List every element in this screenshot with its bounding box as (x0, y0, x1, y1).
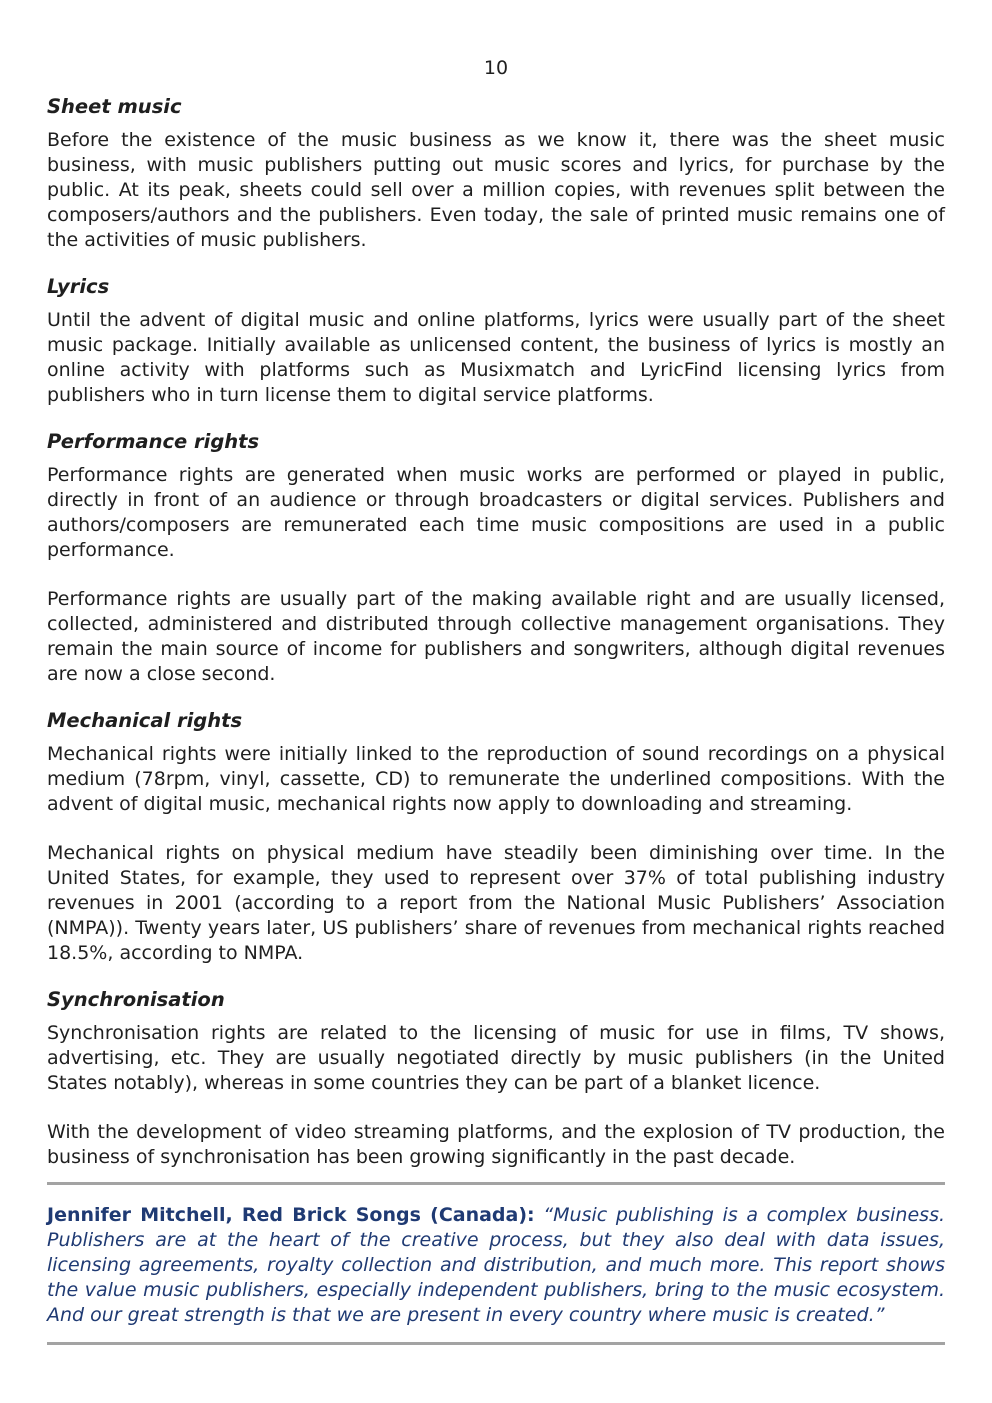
section-lyrics (47, 275, 945, 408)
page-number: 10 (483, 57, 509, 79)
section-heading: Lyrics (47, 275, 110, 298)
paragraph: Performance rights are generated when music works are performed or played in public, directly in front of an audience or through broadcasters or digital services. Publishers and authors/composers are remunerated each time music compositions are used in a public performance. (47, 464, 945, 561)
section-heading: Mechanical rights (47, 709, 243, 732)
section-heading: Synchronisation (47, 988, 225, 1011)
paragraph: Mechanical rights were initially linked to the reproduction of sound recordings on a physical medium (78rpm, vinyl, cassette, CD) to remunerate the underlined compositions. With the advent of digital music, mechanical rights now apply to downloading and streaming. (47, 743, 945, 815)
quote-text: “Music publishing is a complex business. Publishers are at the heart of the creative process, but they also deal with data issues, licensing agreements, royalty collection and distribution, and much more. This report shows the value music publishers, especially independent publishers, bring to the music ecosystem. And our great strength is that we are present in every country where music is created.” (47, 1204, 946, 1326)
quote-author: Jennifer Mitchell, Red Brick Songs (Canada): (47, 1204, 535, 1226)
document-body (47, 95, 945, 1345)
section-heading: Performance rights (47, 430, 260, 453)
testimonial-quote (47, 1203, 945, 1328)
paragraph: Before the existence of the music business as we know it, there was the sheet music business, with music publishers putting out music scores and lyrics, for purchase by the public. At its peak, sheets could sell over a million copies, with revenues split between the composers/authors and the publishers. Even today, the sale of printed music remains one of the activities of music publishers. (47, 129, 945, 251)
section-mechanical-rights (47, 709, 945, 966)
paragraph: With the development of video streaming platforms, and the explosion of TV production, the business of synchronisation has been growing significantly in the past decade. (47, 1121, 945, 1168)
section-sheet-music (47, 95, 945, 253)
section-synchronisation (47, 988, 945, 1170)
paragraph: Until the advent of digital music and online platforms, lyrics were usually part of the sheet music package. Initially available as unlicensed content, the business of lyrics is mostly an online activity with platforms such as Musixmatch and LyricFind licensing lyrics from publishers who in turn license them to digital service platforms. (47, 309, 945, 406)
testimonial-quote-box (47, 1182, 945, 1345)
section-performance-rights (47, 430, 945, 687)
section-heading: Sheet music (47, 95, 182, 118)
paragraph: Synchronisation rights are related to the licensing of music for use in films, TV shows, advertising, etc. They are usually negotiated directly by music publishers (in the United States notably), whereas in some countries they can be part of a blanket licence. (47, 1022, 945, 1094)
paragraph: Mechanical rights on physical medium have steadily been diminishing over time. In the United States, for example, they used to represent over 37% of total publishing industry revenues in 2001 (according to a report from the National Music Publishers’ Association (NMPA)). Twenty years later, US publishers’ share of revenues from mechanical rights reached 18.5%, according to NMPA. (47, 842, 945, 964)
paragraph: Performance rights are usually part of the making available right and are usually licensed, collected, administered and distributed through collective management organisations. They remain the main source of income for publishers and songwriters, although digital revenues are now a close second. (47, 588, 945, 685)
